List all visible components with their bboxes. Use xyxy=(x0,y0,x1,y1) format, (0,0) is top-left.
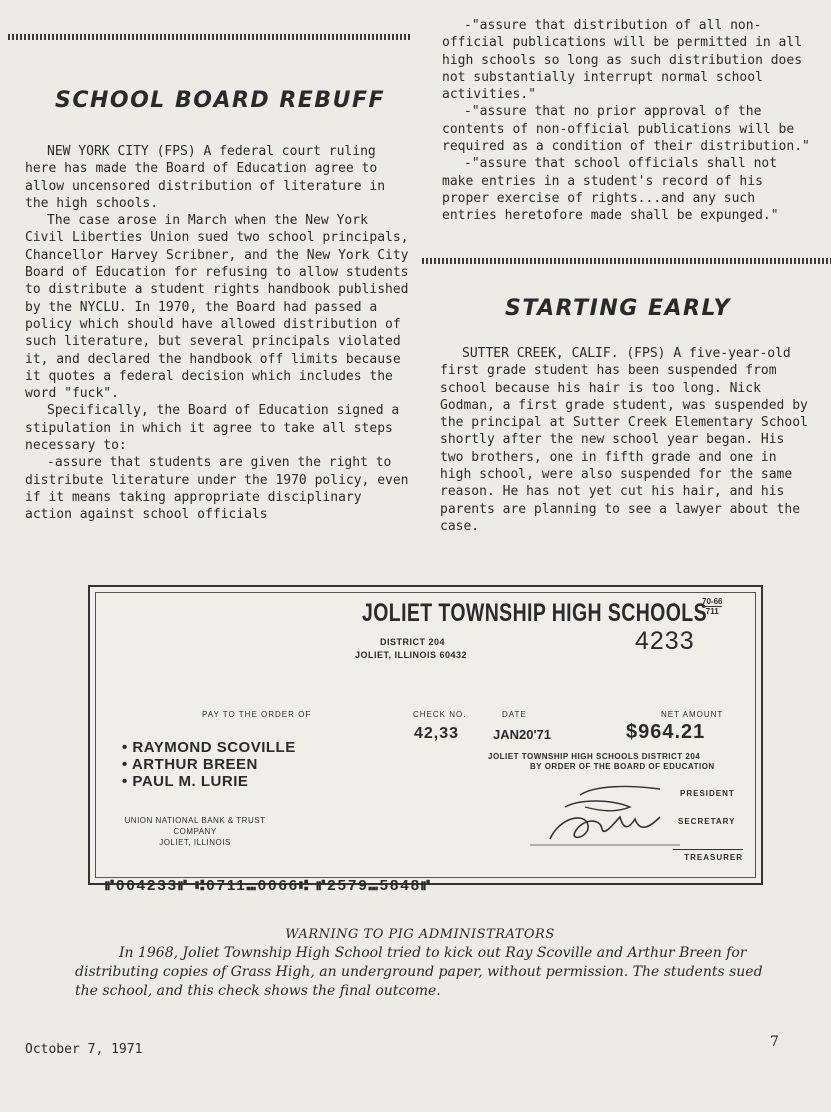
bank-block xyxy=(105,815,285,848)
payee-list xyxy=(122,739,296,790)
signature-graphic xyxy=(520,777,690,852)
caption-body: In 1968, Joliet Township High School tried to kick out Ray Scoville and Arthur Breen for distributing copies of Grass High, an underground paper, without permission. The students sued the school, and this check shows the final outcome. xyxy=(75,945,763,999)
net-amount-label: NET AMOUNT xyxy=(661,710,724,719)
check-caption xyxy=(75,925,765,1001)
check-no-label: CHECK NO. xyxy=(413,710,467,719)
bank-line-2: COMPANY xyxy=(173,827,217,836)
bank-line-1: UNION NATIONAL BANK & TRUST xyxy=(124,816,266,825)
page-number: 7 xyxy=(770,1034,779,1050)
treasurer-label: TREASURER xyxy=(673,849,743,862)
article-1-headline: SCHOOL BOARD REBUFF xyxy=(55,88,386,113)
article-2-headline: STARTING EARLY xyxy=(505,296,731,321)
signer-line-2: BY ORDER OF THE BOARD OF EDUCATION xyxy=(530,762,715,771)
top-left-rule xyxy=(8,34,411,40)
article-1-paragraph: -"assure that school officials shall not make entries in a student's record of his proper exercise of rights...and any such entries heretofore made shall be expunged." xyxy=(442,156,779,224)
check-no-value: 42,33 xyxy=(414,725,460,742)
payee: • PAUL M. LURIE xyxy=(122,773,296,790)
micr-line: ⑈004233⑈ ⑆0711⑉0066⑆ ⑈2579⑉5848⑈ xyxy=(105,877,433,894)
mid-right-rule xyxy=(422,258,831,264)
article-2-paragraph: SUTTER CREEK, CALIF. (FPS) A five-year-old first grade student has been suspended from school because his hair is too long. Nick Godman, a first grade student, was suspended by the principal at Sutter Creek Elementary School shortly after the new school year began. His two brothers, one in fifth grade and one in high school, were also suspended for the same reason. He has not yet cut his hair, and his parents are planning to see a lawyer about the case. xyxy=(440,346,808,534)
check-address: JOLIET, ILLINOIS 60432 xyxy=(355,650,468,660)
check-school-name: JOLIET TOWNSHIP HIGH SCHOOLS xyxy=(362,599,707,627)
payee: • ARTHUR BREEN xyxy=(122,756,296,773)
check-number: 4233 xyxy=(635,627,695,655)
article-1-paragraph: -"assure that distribution of all non-official publications will be permitted in all high schools so long as such distribution does not substantially interrupt normal school activities." xyxy=(442,18,803,103)
payee: • RAYMOND SCOVILLE xyxy=(122,739,296,756)
article-1-paragraph: NEW YORK CITY (FPS) A federal court ruling here has made the Board of Education agree to allow uncensored distribution of literature in the high schools. xyxy=(25,144,386,211)
article-1-column-right xyxy=(442,17,812,225)
date-label: DATE xyxy=(502,710,527,719)
article-1-paragraph: The case arose in March when the New York Civil Liberties Union sued two school principals, Chancellor Harvey Scribner, and the New York City Board of Education for refusing to allow students to distribute a student rights handbook published by the NYCLU. In 1970, the Board had passed a policy which should have allowed distribution of such literature, but several principals violated it, and declared the handbook off limits because it quotes a federal decision which includes the word "fuck". xyxy=(25,213,409,402)
bank-line-3: JOLIET, ILLINOIS xyxy=(159,838,231,847)
routing-bottom: 711 xyxy=(705,607,719,616)
article-1-paragraph: -"assure that no prior approval of the contents of non-official publications will be required as a condition of their distribution." xyxy=(442,104,810,155)
check-district: DISTRICT 204 xyxy=(380,637,446,647)
article-1-paragraph: Specifically, the Board of Education signed a stipulation in which it agree to take all steps necessary to: xyxy=(25,403,400,454)
secretary-label: SECRETARY xyxy=(678,817,736,826)
pay-to-label: PAY TO THE ORDER OF xyxy=(202,710,312,719)
signer-block xyxy=(488,752,715,772)
article-1-column-left xyxy=(25,143,410,524)
article-1-paragraph: -assure that students are given the right to distribute literature under the 1970 policy, even if it means taking appropriate disciplinary action against school officials xyxy=(25,455,409,523)
issue-date: October 7, 1971 xyxy=(25,1042,143,1057)
article-2-column xyxy=(440,345,812,535)
cancelled-check xyxy=(88,585,763,894)
check-routing-fraction xyxy=(702,597,722,616)
caption-title: WARNING TO PIG ADMINISTRATORS xyxy=(285,927,555,942)
routing-top: 70-66 xyxy=(702,597,723,606)
check-date-value: JAN20'71 xyxy=(493,727,552,742)
signer-line-1: JOLIET TOWNSHIP HIGH SCHOOLS DISTRICT 204 xyxy=(488,752,701,761)
president-label: PRESIDENT xyxy=(680,789,735,798)
check-amount: $964.21 xyxy=(626,721,706,743)
